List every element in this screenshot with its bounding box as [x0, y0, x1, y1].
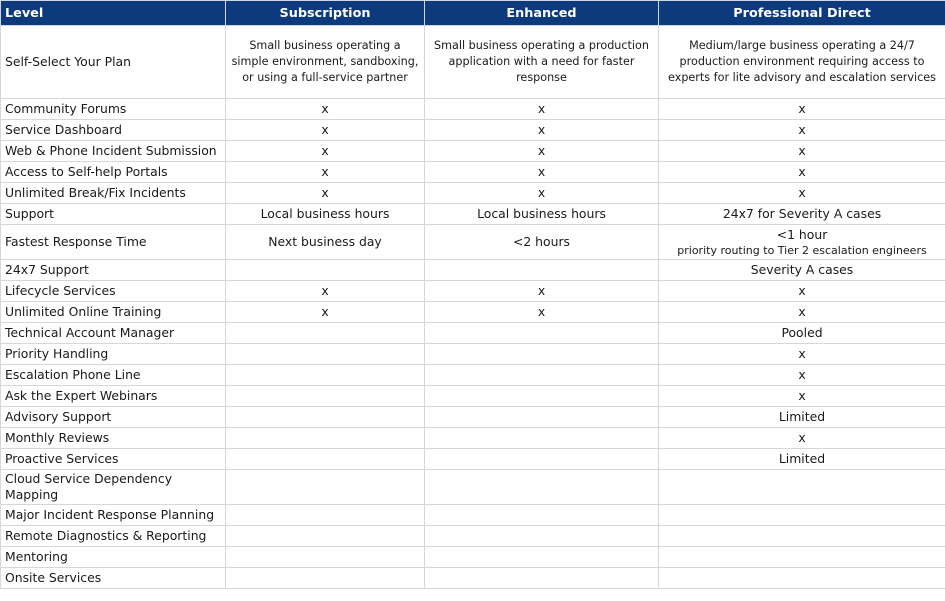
subscription-cell: x — [226, 99, 425, 120]
row-label: Ask the Expert Webinars — [1, 386, 226, 407]
table-row — [1, 281, 945, 302]
enhanced-cell — [425, 470, 659, 505]
enhanced-cell — [425, 568, 659, 589]
professional-direct-cell: Severity A cases — [659, 260, 945, 281]
professional-direct-cell: 24x7 for Severity A cases — [659, 204, 945, 225]
row-label: Onsite Services — [1, 568, 226, 589]
professional-direct-cell: Pooled — [659, 323, 945, 344]
subscription-cell — [226, 428, 425, 449]
row-label: Mentoring — [1, 547, 226, 568]
header-enhanced: Enhanced — [425, 1, 659, 26]
enhanced-description: Small business operating a production application with a need for faster response — [425, 26, 659, 99]
row-label: Escalation Phone Line — [1, 365, 226, 386]
subscription-cell: x — [226, 120, 425, 141]
table-row — [1, 141, 945, 162]
header-subscription: Subscription — [226, 1, 425, 26]
enhanced-cell — [425, 449, 659, 470]
table-row — [1, 344, 945, 365]
row-label: Lifecycle Services — [1, 281, 226, 302]
row-label: Access to Self-help Portals — [1, 162, 226, 183]
table-row — [1, 568, 945, 589]
subscription-cell — [226, 449, 425, 470]
row-label: Major Incident Response Planning — [1, 505, 226, 526]
professional-direct-cell — [659, 547, 945, 568]
row-label: Technical Account Manager — [1, 323, 226, 344]
table-row — [1, 365, 945, 386]
subscription-cell — [226, 323, 425, 344]
enhanced-cell: <2 hours — [425, 225, 659, 260]
enhanced-cell: x — [425, 281, 659, 302]
enhanced-cell: x — [425, 141, 659, 162]
professional-direct-description: Medium/large business operating a 24/7 production environment requiring access to experts for lite advisory and escalation services — [659, 26, 945, 99]
row-label: Community Forums — [1, 99, 226, 120]
enhanced-cell: x — [425, 162, 659, 183]
plan-description-row — [1, 26, 945, 99]
professional-direct-cell: x — [659, 120, 945, 141]
subscription-cell — [226, 344, 425, 365]
professional-direct-cell: x — [659, 141, 945, 162]
row-label: Proactive Services — [1, 449, 226, 470]
table-row — [1, 386, 945, 407]
row-label: Priority Handling — [1, 344, 226, 365]
table-row — [1, 260, 945, 281]
subscription-cell — [226, 407, 425, 428]
subscription-cell: x — [226, 281, 425, 302]
enhanced-cell — [425, 505, 659, 526]
table-row — [1, 323, 945, 344]
table-row — [1, 183, 945, 204]
professional-direct-cell: Limited — [659, 449, 945, 470]
professional-direct-cell: x — [659, 428, 945, 449]
professional-direct-cell — [659, 225, 945, 260]
professional-direct-cell: x — [659, 162, 945, 183]
subscription-cell — [226, 547, 425, 568]
header-professional-direct: Professional Direct — [659, 1, 945, 26]
subscription-cell — [226, 568, 425, 589]
row-label: Service Dashboard — [1, 120, 226, 141]
professional-direct-cell — [659, 505, 945, 526]
table-row — [1, 428, 945, 449]
enhanced-cell — [425, 260, 659, 281]
table-row — [1, 449, 945, 470]
subscription-cell — [226, 470, 425, 505]
enhanced-cell: x — [425, 120, 659, 141]
table-row — [1, 225, 945, 260]
subscription-cell: x — [226, 162, 425, 183]
row-label: 24x7 Support — [1, 260, 226, 281]
row-label: Monthly Reviews — [1, 428, 226, 449]
enhanced-cell — [425, 428, 659, 449]
subscription-cell — [226, 365, 425, 386]
table-row — [1, 526, 945, 547]
subscription-cell: Local business hours — [226, 204, 425, 225]
professional-direct-cell — [659, 526, 945, 547]
table-row — [1, 547, 945, 568]
subscription-cell: x — [226, 183, 425, 204]
row-label: Unlimited Break/Fix Incidents — [1, 183, 226, 204]
professional-direct-cell: x — [659, 183, 945, 204]
professional-direct-cell — [659, 568, 945, 589]
enhanced-cell — [425, 323, 659, 344]
enhanced-cell: x — [425, 183, 659, 204]
enhanced-cell: x — [425, 99, 659, 120]
table-row — [1, 505, 945, 526]
table-row — [1, 204, 945, 225]
row-label: Web & Phone Incident Submission — [1, 141, 226, 162]
subscription-cell — [226, 505, 425, 526]
enhanced-cell — [425, 386, 659, 407]
subscription-cell: x — [226, 141, 425, 162]
professional-direct-cell: x — [659, 302, 945, 323]
row-label: Self-Select Your Plan — [1, 26, 226, 99]
row-label: Support — [1, 204, 226, 225]
table-row — [1, 120, 945, 141]
enhanced-cell — [425, 407, 659, 428]
professional-direct-cell: Limited — [659, 407, 945, 428]
response-time-note: priority routing to Tier 2 escalation engineers — [677, 243, 927, 257]
enhanced-cell — [425, 526, 659, 547]
row-label: Advisory Support — [1, 407, 226, 428]
professional-direct-cell: x — [659, 365, 945, 386]
professional-direct-cell — [659, 470, 945, 505]
enhanced-cell — [425, 344, 659, 365]
professional-direct-cell: x — [659, 344, 945, 365]
table-row — [1, 470, 945, 505]
response-time-value: <1 hour — [776, 226, 828, 242]
subscription-cell — [226, 260, 425, 281]
enhanced-cell — [425, 365, 659, 386]
header-row — [1, 1, 945, 26]
header-level: Level — [1, 1, 226, 26]
subscription-cell — [226, 386, 425, 407]
row-label: Remote Diagnostics & Reporting — [1, 526, 226, 547]
enhanced-cell — [425, 547, 659, 568]
table-row — [1, 407, 945, 428]
enhanced-cell: Local business hours — [425, 204, 659, 225]
professional-direct-cell: x — [659, 386, 945, 407]
professional-direct-cell: x — [659, 281, 945, 302]
row-label: Unlimited Online Training — [1, 302, 226, 323]
subscription-cell — [226, 526, 425, 547]
professional-direct-cell: x — [659, 99, 945, 120]
subscription-description: Small business operating a simple environment, sandboxing, or using a full-service partner — [226, 26, 425, 99]
table-row — [1, 162, 945, 183]
subscription-cell: x — [226, 302, 425, 323]
table-row — [1, 99, 945, 120]
row-label: Fastest Response Time — [1, 225, 226, 260]
subscription-cell: Next business day — [226, 225, 425, 260]
table-row — [1, 302, 945, 323]
enhanced-cell: x — [425, 302, 659, 323]
row-label: Cloud Service Dependency Mapping — [1, 470, 226, 505]
